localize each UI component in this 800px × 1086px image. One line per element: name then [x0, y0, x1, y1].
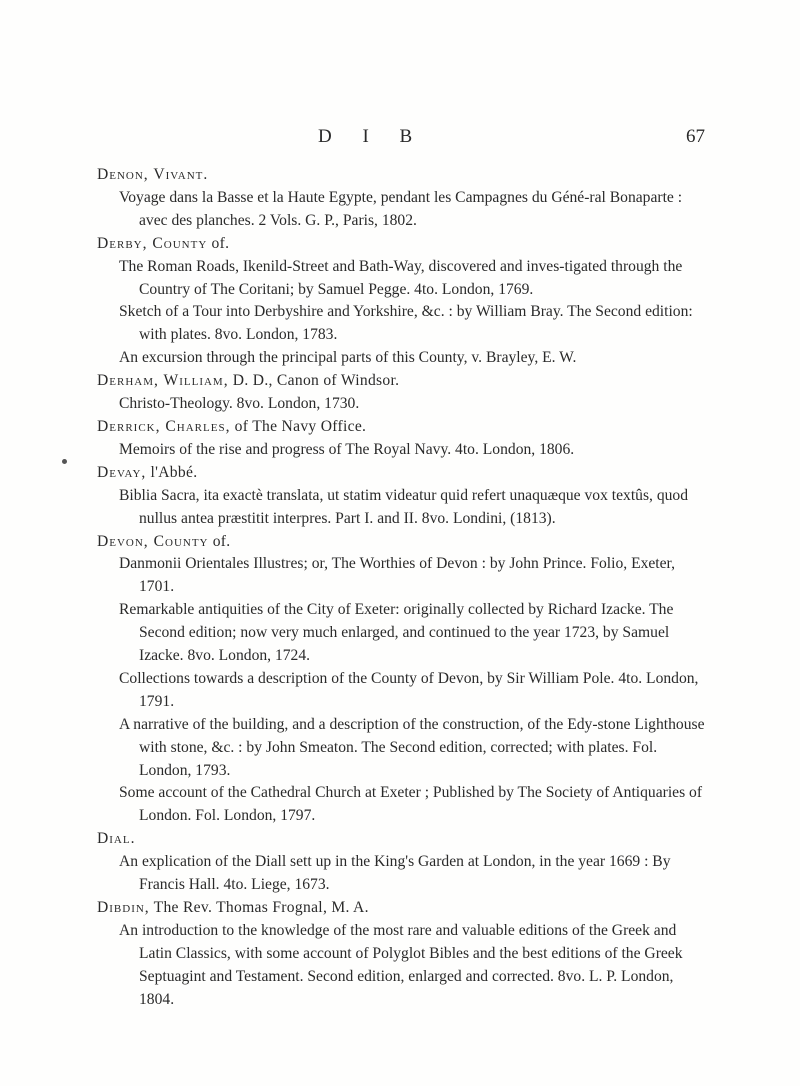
entry-heading-name: Dibdin, [97, 899, 150, 916]
entry-item [97, 347, 712, 370]
margin-mark [62, 459, 67, 464]
entry-item [97, 187, 712, 233]
entry-heading [97, 370, 712, 393]
catalogue-entries [97, 164, 712, 1012]
entry-item [97, 668, 712, 714]
entry-heading-qualifier: of The Navy Office. [230, 417, 367, 435]
running-head-title: D I B [318, 126, 426, 147]
entry-item-text: Collections towards a description of the County of Devon, by Sir William Pole. 4to. London, 1791. [119, 669, 699, 710]
entry-item-text: An explication of the Diall sett up in the King's Garden at London, in the year 1669 : By Francis Hall. 4to. Liege, 1673. [119, 853, 671, 894]
page-number: 67 [686, 126, 705, 147]
entry-item [97, 393, 712, 416]
catalogue-entry [97, 531, 712, 829]
catalogue-entry [97, 828, 712, 897]
catalogue-entry [97, 370, 712, 416]
entry-heading-qualifier: of. [207, 234, 230, 252]
entry-heading-name: Devay, [97, 463, 147, 481]
entry-item [97, 599, 712, 668]
entry-item-text: Danmonii Orientales Illustres; or, The Worthies of Devon : by John Prince. Folio, Exeter, 1701. [119, 555, 676, 596]
catalogue-entry [97, 164, 712, 233]
entry-item [97, 485, 712, 531]
entry-item-text: The Roman Roads, Ikenild-Street and Bath-Way, discovered and inves-tigated through the Country of The Coritani; by Samuel Pegge. 4to. London, 1769. [119, 257, 683, 298]
entry-item-text: A narrative of the building, and a description of the construction, of the Edy-stone Lighthouse with stone, &c. : by John Smeaton. The Second edition, corrected; with plates. Fol. London, 1793. [119, 715, 705, 779]
entry-item [97, 301, 712, 347]
entry-item [97, 256, 712, 302]
entry-heading-qualifier: D. D., Canon of Windsor. [228, 372, 400, 390]
entry-heading-name: Derham, William, [97, 372, 229, 390]
entry-item-text: Remarkable antiquities of the City of Exeter: originally collected by Richard Izacke. The Second edition; now very much enlarged, and continued to the year 1723, by Samuel Izacke. 8vo. London, 1724. [119, 601, 674, 665]
entry-item [97, 920, 712, 1012]
entry-item [97, 714, 712, 783]
entry-heading [97, 233, 712, 256]
catalogue-entry [97, 416, 712, 462]
catalogue-entry [97, 462, 712, 531]
entry-item-text: Memoirs of the rise and progress of The Royal Navy. 4to. London, 1806. [119, 440, 575, 458]
entry-item-text: Christo-Theology. 8vo. London, 1730. [119, 395, 360, 413]
entry-item-text: Some account of the Cathedral Church at Exeter ; Published by The Society of Antiquaries of London. Fol. London, 1797. [119, 784, 703, 825]
entry-item-text: Voyage dans la Basse et la Haute Egypte, pendant les Campagnes du Géné-ral Bonaparte : avec des planches. 2 Vols. G. P., Paris, 1802. [119, 188, 683, 229]
entry-heading-name: Derrick, Charles, [97, 417, 231, 435]
entry-item-text: Biblia Sacra, ita exactè translata, ut statim videatur quid refert unaquæque vox textûs, quod nullus antea præstitit interpres. Part I. and II. 8vo. Londini, (1813). [119, 486, 689, 527]
entry-heading-name: Denon, Vivant. [97, 166, 209, 183]
entry-heading [97, 531, 712, 554]
entry-item [97, 553, 712, 599]
entry-heading-qualifier: of. [208, 532, 231, 550]
entry-heading [97, 164, 712, 187]
catalogue-entry [97, 897, 712, 1012]
entry-heading-qualifier: l'Abbé. [146, 463, 198, 481]
entry-heading-name: Dial. [97, 830, 136, 848]
entry-item-text: An introduction to the knowledge of the most rare and valuable editions of the Greek and Latin Classics, with some account of Polyglot Bibles and the best editions of the Greek Septuagint and Testament. Second edition, enlarged and corrected. 8vo. L. P. London, 1804. [119, 921, 683, 1008]
entry-heading [97, 416, 712, 439]
entry-item-text: An excursion through the principal parts of this County, v. Brayley, E. W. [119, 349, 577, 367]
entry-item [97, 439, 712, 462]
entry-heading [97, 897, 712, 920]
entry-heading [97, 828, 712, 851]
entry-item [97, 782, 712, 828]
entry-item-text: Sketch of a Tour into Derbyshire and Yorkshire, &c. : by William Bray. The Second edition: with plates. 8vo. London, 1783. [119, 303, 693, 344]
catalogue-entry [97, 233, 712, 370]
entry-heading-name: Devon, County [97, 532, 209, 550]
entry-heading [97, 462, 712, 485]
entry-heading-qualifier: The Rev. Thomas Frognal, M. A. [149, 899, 369, 916]
running-head [0, 126, 800, 156]
entry-heading-name: Derby, County [97, 234, 208, 252]
entry-item [97, 851, 712, 897]
